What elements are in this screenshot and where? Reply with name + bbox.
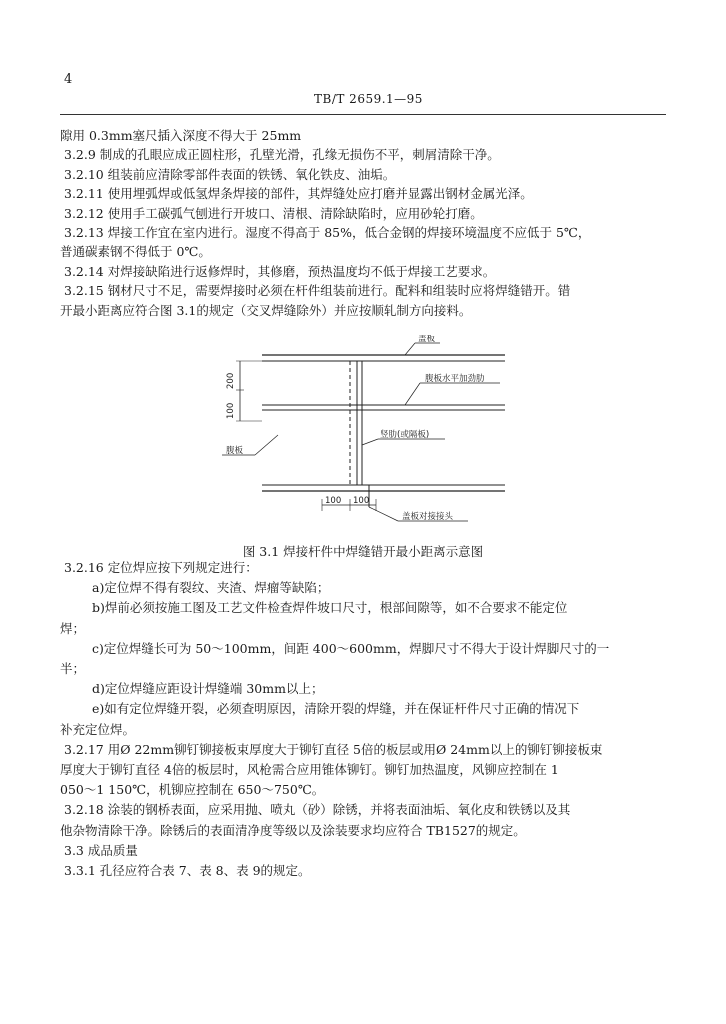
document-code: TB/T 2659.1—95: [314, 92, 423, 106]
leader-web: [255, 435, 278, 455]
leader-stiffener: [405, 383, 420, 405]
paragraph-line: c)定位焊缝长可为 50～100mm，间距 400～600mm，焊脚尺寸不得大于设计焊脚尺寸的一: [92, 640, 610, 656]
paragraph-line: 3.3 成品质量: [64, 842, 138, 858]
paragraph-line: 普通碳素钢不得低于 0℃。: [60, 244, 211, 260]
paragraph-line: 3.2.14 对焊接缺陷进行返修焊时，其修磨，预热温度均不低于焊接工艺要求。: [64, 263, 496, 279]
paragraph-line: 3.2.9 制成的孔眼应成正圆柱形，孔壁光滑，孔缘无损伤不平，刺屑清除干净。: [64, 147, 500, 163]
page-number: 4: [64, 72, 73, 87]
paragraph-line: a)定位焊不得有裂纹、夹渣、焊瘤等缺陷；: [92, 580, 330, 596]
label-stiffener: 腹板水平加劲肋: [425, 374, 485, 384]
paragraph-line: 3.3.1 孔径应符合表 7、表 8、表 9的规定。: [64, 863, 311, 879]
paragraph-line: 3.2.17 用Ø 22mm铆钉铆接板束厚度大于铆钉直径 5倍的板层或用Ø 24mm以上的铆钉铆接板束: [64, 741, 603, 757]
paragraph-line: 050～1 150℃，机铆应控制在 650～750℃。: [60, 782, 325, 798]
label-vertical-rib: 竖肋(或隔板): [380, 430, 430, 440]
label-web: 腹板: [226, 446, 244, 456]
paragraph-line: 开最小距离应符合图 3.1的规定（交叉焊缝除外）并应按顺轧制方向接料。: [60, 302, 472, 318]
paragraph-line: 半；: [60, 661, 86, 677]
dim-200: 200: [226, 372, 236, 389]
weld-diagram: [200, 335, 530, 535]
paragraph-line: 3.2.13 焊接工作宜在室内进行。湿度不得高于 85%，低合金钢的焊接环境温度不应低于 5℃，: [64, 225, 591, 241]
paragraph-line: 焊；: [60, 620, 86, 636]
body-text-bottom: [60, 558, 672, 881]
dim-100-b1: 100: [325, 496, 342, 506]
leader-vertical-rib: [362, 439, 378, 445]
label-butt-joint: 盖板对接接头: [402, 512, 454, 522]
figure-caption: 图 3.1 焊接杆件中焊缝错开最小距离示意图: [242, 544, 484, 559]
header-rule: [60, 114, 666, 115]
leader-butt-joint: [369, 507, 398, 521]
leader-top-plate: [405, 343, 415, 355]
paragraph-line: 他杂物清除干净。除锈后的表面清净度等级以及涂装要求均应符合 TB1527的规定。: [60, 822, 526, 838]
paragraph-line: 隙用 0.3mm塞尺插入深度不得大于 25mm: [60, 128, 302, 143]
dim-100-b2: 100: [353, 496, 370, 506]
paragraph-line: 3.2.12 使用手工碳弧气刨进行开坡口、清根、清除缺陷时，应用砂轮打磨。: [64, 205, 483, 221]
paragraph-line: 3.2.18 涂装的钢桥表面，应采用抛、喷丸（砂）除锈，并将表面油垢、氧化皮和铁锈以及其: [64, 802, 571, 818]
paragraph-line: 厚度大于铆钉直径 4倍的板层时，风枪需合应用锥体铆钉。铆钉加热温度，风铆应控制在 1: [60, 762, 559, 778]
paragraph-line: e)如有定位焊缝开裂，必须查明原因，清除开裂的焊缝，并在保证杆件尺寸正确的情况下: [92, 701, 580, 717]
paragraph-line: 3.2.10 组装前应清除零部件表面的铁锈、氧化铁皮、油垢。: [64, 166, 396, 182]
paragraph-line: 3.2.16 定位焊应按下列规定进行：: [64, 560, 258, 575]
label-top-plate: 盖板: [418, 335, 436, 344]
body-text-top: [60, 126, 670, 320]
paragraph-line: 补充定位焊。: [60, 721, 136, 737]
figure-3-1: [200, 335, 530, 535]
paragraph-line: 3.2.15 钢材尺寸不足，需要焊接时必须在杆件组装前进行。配料和组装时应将焊缝错开。错: [64, 283, 571, 299]
paragraph-line: 3.2.11 使用埋弧焊或低氢焊条焊接的部件，其焊缝处应打磨并显露出钢材金属光泽。: [64, 186, 533, 202]
dim-100-left: 100: [226, 402, 236, 419]
paragraph-line: b)焊前必须按施工图及工艺文件检查焊件坡口尺寸，根部间隙等，如不合要求不能定位: [92, 600, 568, 616]
paragraph-line: d)定位焊缝应距设计焊缝端 30mm以上；: [92, 681, 324, 697]
